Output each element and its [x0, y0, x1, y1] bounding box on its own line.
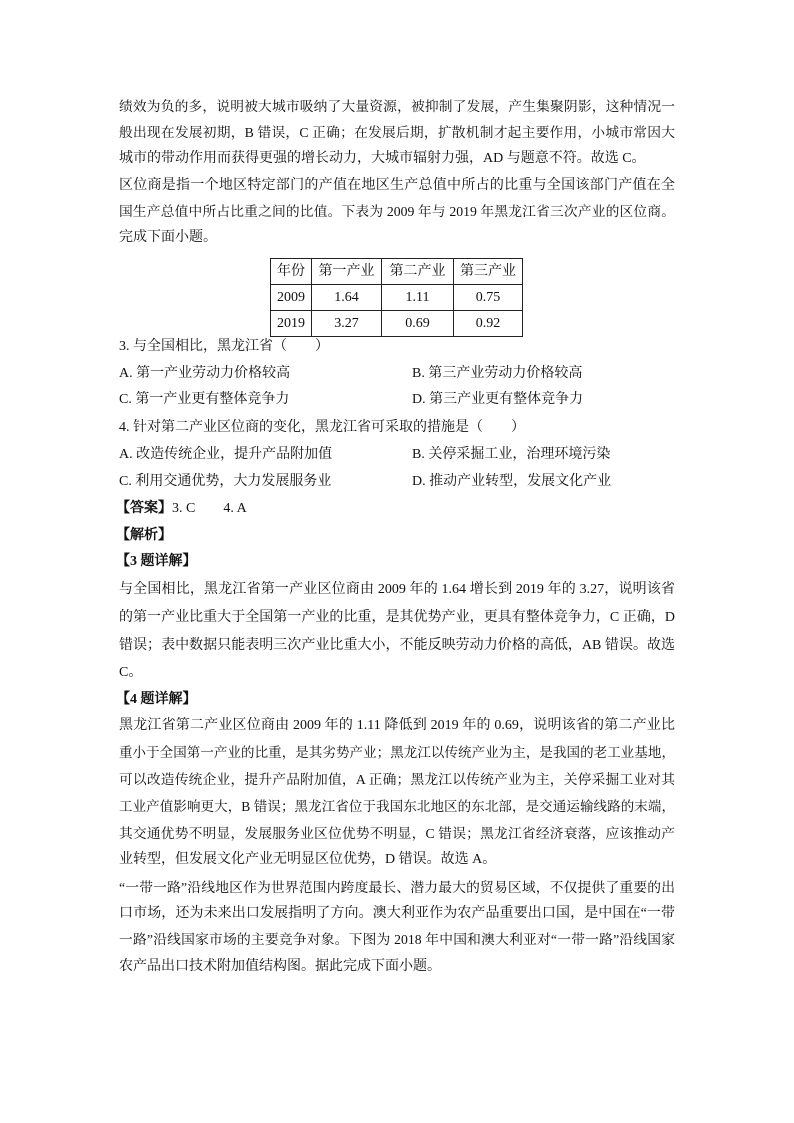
table-cell: 1.11 — [382, 285, 454, 311]
table-cell: 2019 — [271, 311, 312, 337]
table-cell: 2009 — [271, 285, 312, 311]
answer-label: 【答案】 — [116, 501, 172, 516]
table-header-cell: 年份 — [271, 259, 312, 285]
detail-4-line: 工业产值影响更大，B 错误；黑龙江省位于我国东北地区的东北部，是交通运输线路的末端， — [119, 799, 675, 814]
question-3-option-d: D. 第三产业更有整体竞争力 — [412, 392, 584, 407]
question-4-option-d: D. 推动产业转型，发展文化产业 — [412, 474, 612, 489]
detail-3-line: C。 — [119, 665, 143, 680]
detail-4-line: 黑龙江省第二产业区位商由 2009 年的 1.11 降低到 2019 年的 0.69，说明该省的第二产业比 — [119, 718, 675, 733]
detail-3-line: 错误；表中数据只能表明三次产业比重大小，不能反映劳动力价格的高低，AB 错误。故选 — [119, 638, 675, 653]
material-line: 区位商是指一个地区特定部门的产值在地区生产总值中所占的比重与全国该部门产值在全 — [119, 178, 675, 193]
question-3-option-c: C. 第一产业更有整体竞争力 — [119, 392, 290, 407]
question-4-option-c: C. 利用交通优势，大力发展服务业 — [119, 474, 332, 489]
location-quotient-table — [270, 258, 523, 337]
detail-4-line: 业转型，但发展文化产业无明显区位优势，D 错误。故选 A。 — [119, 852, 497, 867]
question-3-stem: 3. 与全国相比，黑龙江省（ ） — [119, 339, 329, 354]
material-line: 国生产总值中所占比重之间的比值。下表为 2009 年与 2019 年黑龙江省三次产业的区位商。 — [119, 204, 675, 219]
detail-4-line: 重小于全国第一产业的比重，是其劣势产业；黑龙江以传统产业为主，是我国的老工业基地， — [119, 745, 675, 760]
table-header-row — [271, 259, 523, 285]
answer-text: 3. C 4. A — [172, 501, 247, 516]
table-cell: 0.75 — [454, 285, 523, 311]
next-material-line: “一带一路”沿线地区作为世界范围内跨度最长、潜力最大的贸易区域，不仅提供了重要的出 — [119, 880, 675, 895]
table-row — [271, 311, 523, 337]
detail-3-line: 与全国相比，黑龙江省第一产业区位商由 2009 年的 1.64 增长到 2019 年的 3.27，说明该省 — [119, 582, 675, 597]
intro-line: 般出现在发展初期，B 错误，C 正确；在发展后期，扩散机制才起主要作用，小城市常因大 — [119, 125, 675, 140]
answer-line — [116, 499, 672, 519]
question-4-option-a: A. 改造传统企业，提升产品附加值 — [119, 447, 333, 462]
question-3-option-b: B. 第三产业劳动力价格较高 — [412, 366, 583, 381]
detail-4-line: 其交通优势不明显，发展服务业区位优势不明显，C 错误；黑龙江省经济衰落，应该推动产 — [119, 826, 675, 841]
next-material-line: 农产品出口技术附加值结构图。据此完成下面小题。 — [119, 959, 441, 974]
table-cell: 0.69 — [382, 311, 454, 337]
table-cell: 3.27 — [312, 311, 382, 337]
detail-3-line: 的第一产业比重大于全国第一产业的比重，是其优势产业，更具有整体竞争力，C 正确，D — [119, 610, 675, 625]
question-4-option-b: B. 关停采掘工业，治理环境污染 — [412, 447, 611, 462]
material-line: 完成下面小题。 — [119, 230, 217, 245]
intro-line: 城市的带动作用而获得更强的增长动力，大城市辐射力强，AD 与题意不符。故选 C。 — [119, 151, 646, 166]
next-material-line: 一路”沿线国家市场的主要竞争对象。下图为 2018 年中国和澳大利亚对“一带一路”沿线国家 — [119, 932, 675, 947]
question-3-option-a: A. 第一产业劳动力价格较高 — [119, 366, 291, 381]
intro-line: 绩效为负的多，说明被大城市吸纳了大量资源，被抑制了发展，产生集聚阴影，这种情况一 — [119, 99, 675, 114]
detail-4-heading: 【4 题详解】 — [116, 692, 197, 707]
table-row — [271, 285, 523, 311]
table-header-cell: 第二产业 — [382, 259, 454, 285]
analysis-label: 【解析】 — [116, 528, 172, 543]
next-material-line: 口市场，还为未来出口发展指明了方向。澳大利亚作为农产品重要出口国，是中国在“一带 — [119, 906, 675, 921]
detail-3-heading: 【3 题详解】 — [116, 554, 197, 569]
table-header-cell: 第一产业 — [312, 259, 382, 285]
table-cell: 1.64 — [312, 285, 382, 311]
detail-4-line: 可以改造传统企业，提升产品附加值，A 正确；黑龙江以传统产业为主，关停采掘工业对其 — [119, 772, 675, 787]
table-cell: 0.92 — [454, 311, 523, 337]
table-header-cell: 第三产业 — [454, 259, 523, 285]
question-4-stem: 4. 针对第二产业区位商的变化，黑龙江省可采取的措施是（ ） — [119, 420, 525, 435]
